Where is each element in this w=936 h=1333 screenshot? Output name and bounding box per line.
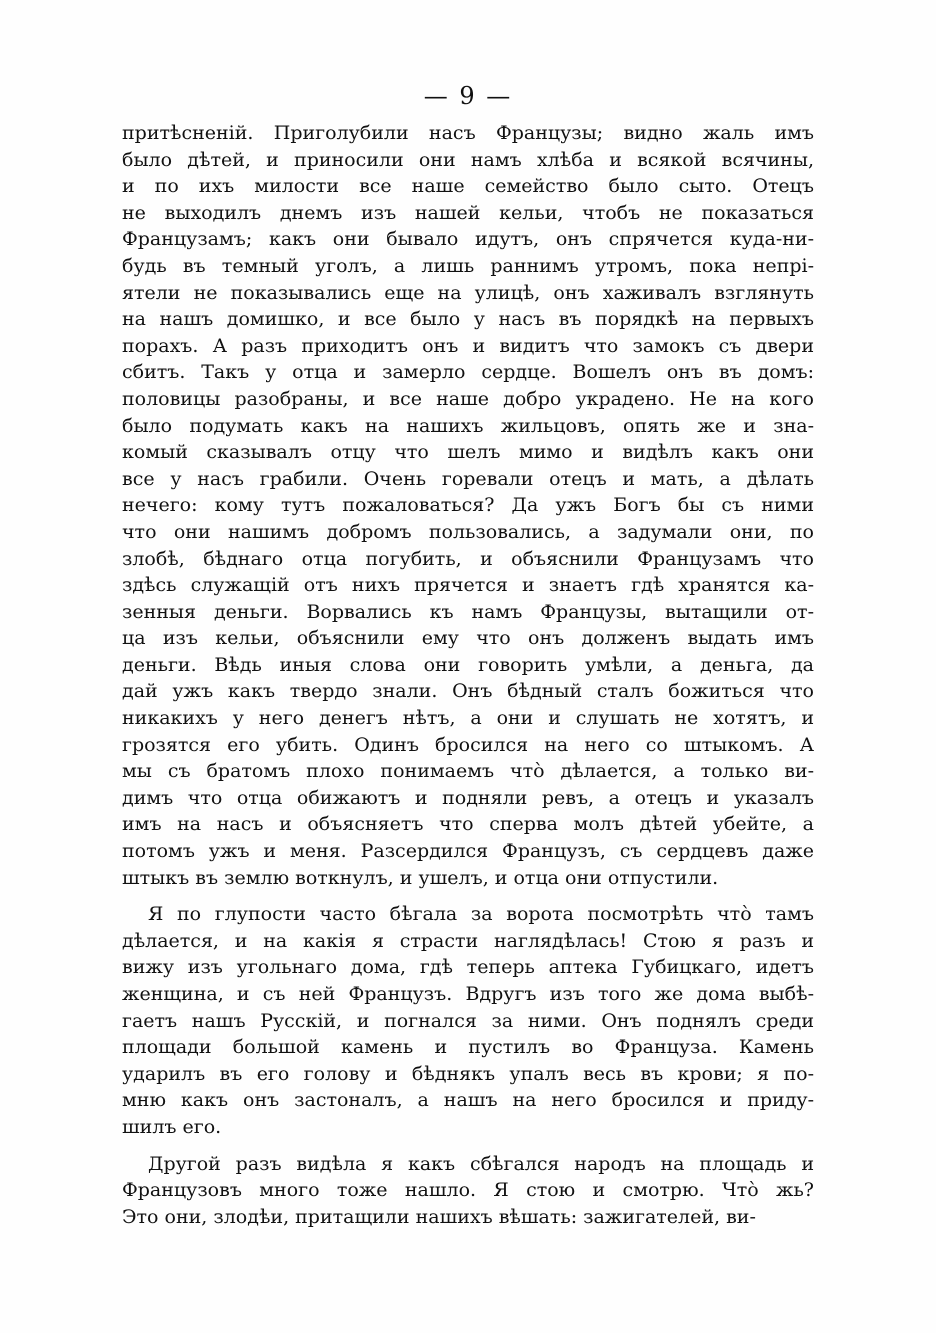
text-line: шилъ его.: [122, 1115, 222, 1138]
text-line: Это они, злодѣи, притащили нашихъ вѣшать: зажигателей, ви-: [122, 1205, 756, 1228]
paragraph: [122, 901, 814, 1140]
text-line: притѣсненій. Приголубили насъ Французы; видно жаль имъ: [122, 122, 814, 144]
text-line: зенныя деньги. Ворвались къ намъ Французы, вытащили от-: [122, 600, 814, 623]
text-line: никакихъ у него денегъ нѣтъ, а они и слушать не хотятъ, и: [122, 707, 814, 730]
text-line: потомъ ужъ и меня. Разсердился Французъ, съ сердцевъ даже: [122, 840, 814, 863]
text-line: сбитъ. Такъ у отца и замерло сердце. Вошелъ онъ въ домъ:: [122, 361, 814, 384]
text-line: Я по глупости часто бѣгала за ворота посмотрѣть что̀ тамъ: [148, 903, 814, 926]
text-line: не выходилъ днемъ изъ нашей кельи, чтобъ не показаться: [122, 201, 814, 224]
text-line: все у насъ грабили. Очень горевали отецъ и мать, а дѣлать: [122, 467, 814, 490]
text-line: Другой разъ видѣла я какъ сбѣгался народъ на площадь и: [148, 1152, 814, 1175]
text-line: гаетъ нашъ Русскій, и погнался за ними. Онъ поднялъ среди: [122, 1009, 814, 1032]
text-line: ятели не показывались еще на улицѣ, онъ хаживалъ взглянуть: [122, 281, 814, 304]
text-line: площади большой камень и пустилъ во Француза. Камень: [122, 1036, 814, 1059]
text-line: было дѣтей, и приносили они намъ хлѣба и всякой всячины,: [122, 148, 814, 171]
text-line: имъ на насъ и объясняетъ что сперва молъ дѣтей убейте, а: [122, 813, 814, 836]
text-line: злобѣ, бѣднаго отца погубить, и объяснили Французамъ что: [122, 547, 814, 570]
text-line: женщина, и съ ней Французъ. Вдругъ изъ того же дома выбѣ-: [122, 983, 814, 1005]
text-line: и по ихъ милости все наше семейство было сыто. Отецъ: [122, 175, 814, 198]
text-line: нечего: кому тутъ пожаловаться? Да ужъ Богъ бы съ ними: [122, 494, 814, 517]
text-line: вижу изъ угольнаго дома, гдѣ теперь аптека Губицкаго, идетъ: [122, 956, 814, 979]
text-line: порахъ. А разъ приходитъ онъ и видитъ что замокъ съ двери: [122, 334, 814, 357]
text-line: будь въ темный уголъ, а лишь раннимъ утромъ, пока непрі-: [122, 254, 814, 277]
text-line: мы съ братомъ плохо понимаемъ что̀ дѣлается, а только ви-: [122, 760, 814, 783]
text-line: было подумать какъ на нашихъ жильцовъ, опять же и зна-: [122, 414, 814, 437]
paragraph: [122, 120, 814, 891]
text-line: мню какъ онъ застоналъ, а нашъ на него бросился и приду-: [122, 1089, 814, 1112]
text-line: что они нашимъ добромъ пользовались, а задумали они, по: [122, 520, 814, 543]
text-line: половицы разобраны, и все наше добро украдено. Не на кого: [122, 387, 814, 410]
text-line: комый сказывалъ отцу что шелъ мимо и видѣлъ какъ они: [122, 441, 814, 464]
text-line: димъ что отца обижаютъ и подняли ревъ, а отецъ и указалъ: [122, 786, 814, 809]
text-line: грозятся его убить. Одинъ бросился на него со штыкомъ. А: [122, 733, 814, 756]
page-number: — 9 —: [423, 82, 513, 110]
paragraph: [122, 1151, 814, 1231]
text-line: дай ужъ какъ твердо знали. Онъ бѣдный сталъ божиться что: [122, 680, 814, 703]
text-line: дѣлается, и на какія я страсти наглядѣлась! Стою я разъ и: [122, 929, 814, 952]
text-line: деньги. Вѣдь иныя слова они говорить умѣли, а деньга, да: [122, 653, 814, 676]
text-line: на нашъ домишко, и все было у насъ въ порядкѣ на первыхъ: [122, 308, 814, 331]
text-line: ца изъ кельи, объяснили ему что онъ долженъ выдать имъ: [122, 627, 814, 650]
text-line: Французамъ; какъ они бывало идутъ, онъ спрячется куда-ни-: [122, 228, 814, 251]
body-text: [122, 120, 814, 1230]
text-line: ударилъ въ его голову и бѣднякъ упалъ весь въ крови; я по-: [122, 1062, 814, 1085]
text-line: штыкъ въ землю воткнулъ, и ушелъ, и отца они отпустили.: [122, 866, 719, 889]
text-line: Французовъ много тоже нашло. Я стою и смотрю. Что̀ жь?: [122, 1179, 814, 1202]
text-line: здѣсь служащій отъ нихъ прячется и знаетъ гдѣ хранятся ка-: [122, 574, 814, 597]
